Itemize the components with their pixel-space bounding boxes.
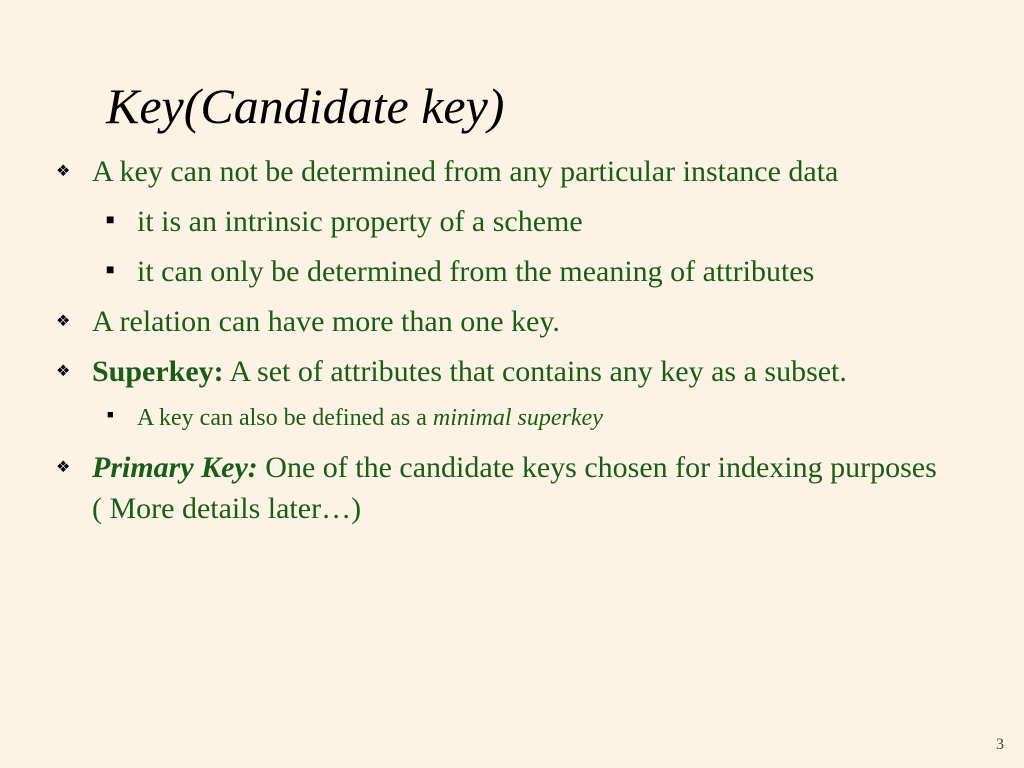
bullet-item: [0, 301, 1024, 342]
sub-bullet-emphasis: minimal superkey: [432, 405, 603, 431]
sub-bullet-item: [0, 201, 1024, 242]
bullet-item-superkey: [0, 351, 1024, 392]
sub-bullet-text: [137, 401, 857, 435]
slide-body: [0, 151, 1024, 538]
definition-text: A set of attributes that contains any key as a subset.: [223, 355, 847, 388]
bullet-item: [0, 151, 1024, 192]
sub-bullet-item: [0, 251, 1024, 292]
square-bullet-icon: ■: [106, 263, 115, 278]
page-number: 3: [996, 736, 1004, 753]
bullet-text: A relation can have more than one key.: [92, 305, 560, 338]
diamond-bullet-icon: ❖: [56, 163, 71, 180]
bullet-text: [92, 447, 952, 529]
square-bullet-icon: ■: [107, 409, 114, 421]
slide-title: Key(Candidate key): [106, 78, 505, 134]
diamond-bullet-icon: ❖: [56, 459, 71, 476]
definition-text: One of the candidate keys chosen for indexing purposes ( More details later…): [92, 451, 937, 525]
sub-bullet-plain: A key can also be defined as a: [137, 405, 433, 431]
diamond-bullet-icon: ❖: [56, 363, 71, 380]
sub-bullet-item: [0, 401, 1024, 435]
square-bullet-icon: ■: [106, 213, 115, 228]
bullet-text: [92, 351, 952, 392]
bullet-item-primary-key: [0, 447, 1024, 529]
sub-bullet-text: it is an intrinsic property of a scheme: [137, 205, 583, 238]
sub-bullet-text: it can only be determined from the meaning of attributes: [137, 255, 815, 288]
term-superkey: Superkey:: [92, 355, 224, 388]
diamond-bullet-icon: ❖: [56, 313, 71, 330]
bullet-text: A key can not be determined from any particular instance data: [92, 155, 839, 188]
term-primary-key: Primary Key:: [92, 451, 258, 484]
